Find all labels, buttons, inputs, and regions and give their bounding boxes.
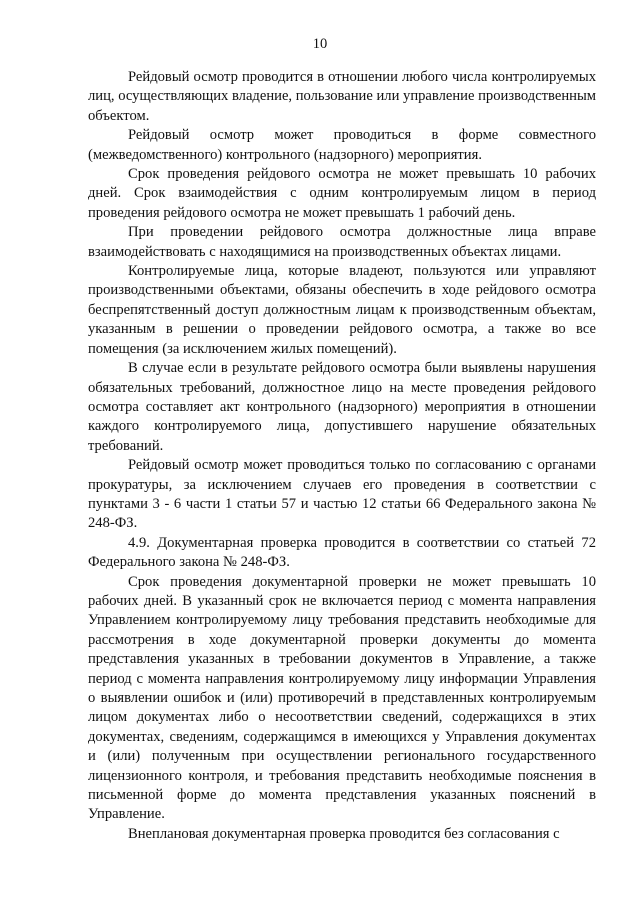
paragraph: Рейдовый осмотр может проводиться в форме совместного (межведомственного) контрольного (надзорного) мероприятия. (88, 127, 596, 163)
paragraph: Срок проведения документарной проверки не может превышать 10 рабочих дней. В указанный срок не включается период с момента направления Управлением контролируемому лицу требования представить необходимые для рассмотрения в ходе документарной проверки документы до момента представления указанных в требовании документов в Управление, а также период с момента направления контролируемому лицу информации Управления о выявлении ошибок и (или) противоречий в представленных контролируемым лицом документах либо о несоответствии сведений, содержащихся в этих документах, сведениям, содержащимся в имеющихся у Управления документах и (или) полученным при осуществлении регионального государственного лицензионного контроля, и требования представить необходимые пояснения в письменной форме до момента представления указанных пояснений в Управление. (88, 573, 596, 823)
paragraph-section-4-9: 4.9. Документарная проверка проводится в соответствии со статьей 72 Федерального закона № 248-ФЗ. (88, 534, 596, 571)
paragraph: Срок проведения рейдового осмотра не может превышать 10 рабочих дней. Срок взаимодействия с одним контролируемым лицом в период проведения рейдового осмотра не может превышать 1 рабочий день. (88, 166, 596, 221)
paragraph: Рейдовый осмотр может проводиться только по согласованию с органами прокуратуры, за исключением случаев его проведения в соответствии с пунктами 3 - 6 части 1 статьи 57 и частью 12 статьи 66 Федерального закона № 248-ФЗ. (88, 457, 596, 532)
paragraph: Контролируемые лица, которые владеют, пользуются или управляют производственными объектами, обязаны обеспечить в ходе рейдового осмотра беспрепятственный доступ должностным лицам к производственным объектам, указанным в решении о проведении рейдового осмотра, а также во все помещения (за исключением жилых помещений). (88, 263, 596, 357)
paragraph: В случае если в результате рейдового осмотра были выявлены нарушения обязательных требований, должностное лицо на месте проведения рейдового осмотра составляет акт контрольного (надзорного) мероприятия в отношении каждого контролируемого лица, допустившего нарушение обязательных требований. (88, 360, 596, 454)
page-number: 10 (312, 36, 328, 52)
paragraph: Внеплановая документарная проверка проводится без согласования с (128, 825, 560, 842)
document-body (88, 68, 596, 844)
paragraph: Рейдовый осмотр проводится в отношении любого числа контролируемых лиц, осуществляющих владение, пользование или управление производственным объектом. (88, 69, 596, 124)
paragraph: При проведении рейдового осмотра должностные лица вправе взаимодействовать с находящимися на производственных объектах лицами. (88, 224, 596, 260)
